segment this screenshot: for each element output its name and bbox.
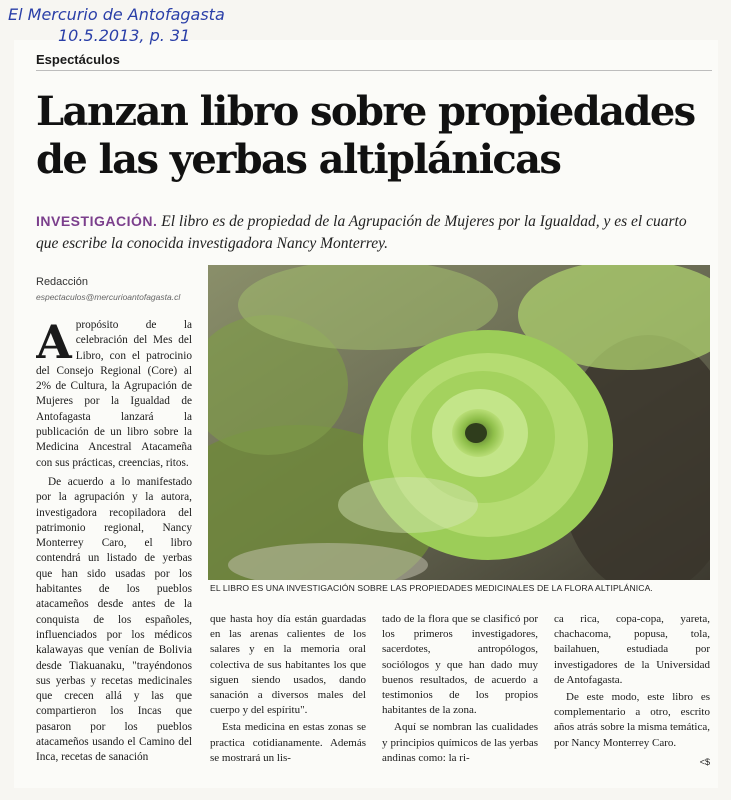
article-paragraph: De este modo, este libro es complementario a otro, escrito años atrás sobre la misma temática, por Nancy Monterrey Caro. bbox=[554, 691, 710, 749]
article-column-3 bbox=[382, 612, 538, 782]
paragraph-text: propósito de la celebración del Mes del Libro, con el patrocinio del Consejo Regional (Core) al 2% de Cultura, la Agrupación de Mujeres por la Igualdad de Antofagasta lanzará la publicación de un libro sobre la Medicina Ancestral Atacameña con sus prácticas, creencias, ritos. bbox=[36, 319, 192, 469]
byline-email: espectaculos@mercurioantofagasta.cl bbox=[36, 292, 181, 302]
photo-caption: EL LIBRO ES UNA INVESTIGACIÓN SOBRE LAS PROPIEDADES MEDICINALES DE LA FLORA ALTIPLÁNICA. bbox=[210, 583, 653, 593]
article-column-4 bbox=[554, 612, 710, 782]
section-divider bbox=[36, 70, 712, 71]
article-paragraph: Aquí se nombran las cualidades y principios químicos de las yerbas andinas como: la ri- bbox=[382, 721, 538, 764]
lead-kicker: INVESTIGACIÓN. bbox=[36, 213, 158, 229]
lead-paragraph bbox=[36, 210, 712, 255]
article-column-1 bbox=[36, 318, 192, 778]
article-paragraph: Esta medicina en estas zonas se practica cotidianamente. Además se mostrará un lis- bbox=[210, 721, 366, 764]
annotation-date-page: 10.5.2013, p. 31 bbox=[58, 26, 191, 45]
article-paragraph: ca rica, copa-copa, yareta, chachacoma, popusa, tola, bailahuen, estudiada por investigadores de la Universidad de Antofagasta. bbox=[554, 613, 710, 686]
article-paragraph: que hasta hoy día están guardadas en las arenas calientes de los salares y en la memoria oral colectiva de sus habitantes los que siguen siendo usados, dando sanación a diversos males del cuerpo y del espíritu". bbox=[210, 613, 366, 717]
article-photo bbox=[208, 265, 710, 580]
drop-cap: A bbox=[36, 318, 72, 369]
lead-text: El libro es de propiedad de la Agrupación de Mujeres por la Igualdad, y es el cuarto que escribe la conocida investigadora Nancy Monterrey. bbox=[36, 213, 687, 252]
article-column-2 bbox=[210, 612, 366, 782]
article-paragraph bbox=[36, 318, 192, 471]
end-mark: <$ bbox=[699, 756, 710, 767]
byline: Redacción bbox=[36, 276, 88, 288]
handwritten-annotation bbox=[8, 4, 268, 46]
section-label: Espectáculos bbox=[36, 52, 120, 67]
plant-photo-illustration bbox=[208, 265, 710, 580]
headline: Lanzan libro sobre propiedades de las yerbas altiplánicas bbox=[36, 88, 695, 183]
article-paragraph: De acuerdo a lo manifestado por la agrupación y la autora, investigadora recopiladora del patrimonio regional, Nancy Monterrey Caro, el libro contendrá un listado de yerbas que han sido usadas por los habitantes de los pueblos atacameños desde antes de la conquista de los españoles, influenciados por los médicos kalawayas que venían de Bolivia desde Tiakuanaku, "trayéndonos sus yerbas y recetas medicinales que crecen allá y las que compartieron los Incas que pasaron por los pueblos atacameños usando el Camino del Inca, recetas de sanación bbox=[36, 475, 192, 764]
article-paragraph: tado de la flora que se clasificó por los primeros investigadores, sacerdotes, antropólogos, sociólogos y que han dado muy buenos resultados, de acuerdo a testimonios de los propios habitantes de la zona. bbox=[382, 613, 538, 717]
annotation-source: El Mercurio de Antofagasta bbox=[8, 5, 225, 24]
